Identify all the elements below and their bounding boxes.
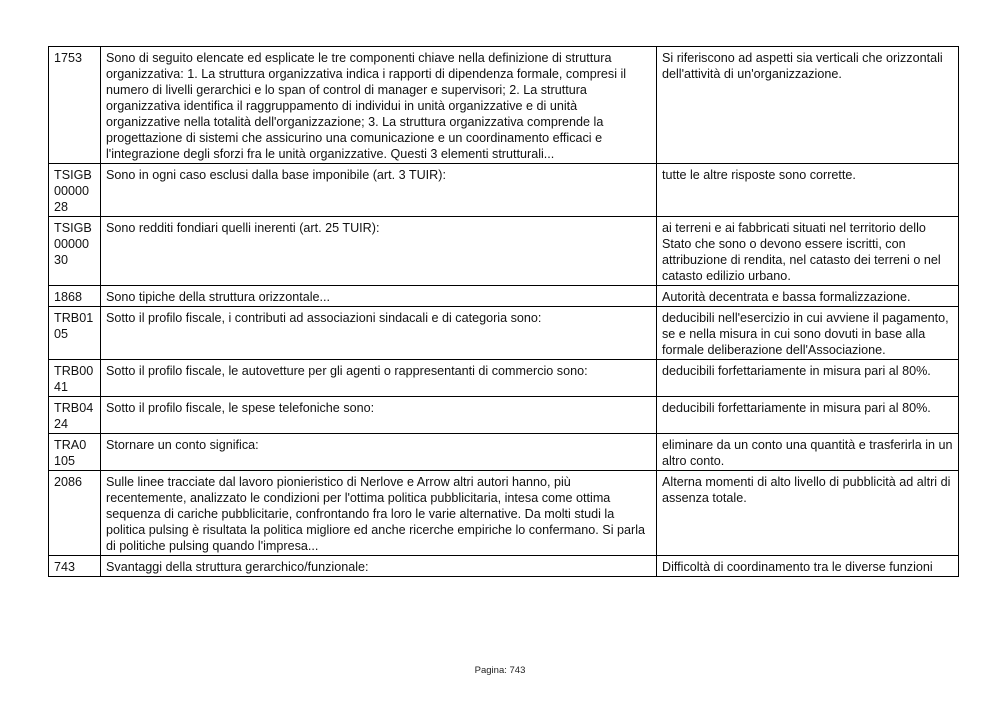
answer-text: deducibili forfettariamente in misura pari al 80%. <box>657 397 959 434</box>
question-id: TRB00 41 <box>49 360 101 397</box>
question-id: TSIGB 00000 30 <box>49 217 101 286</box>
table-row <box>49 471 959 556</box>
answer-text: tutte le altre risposte sono corrette. <box>657 164 959 217</box>
question-text: Sono tipiche della struttura orizzontale... <box>101 286 657 307</box>
table-row <box>49 397 959 434</box>
answer-text: deducibili nell'esercizio in cui avviene il pagamento, se e nella misura in cui sono dovuti in base alla formale deliberazione dell'Associazione. <box>657 307 959 360</box>
question-text: Stornare un conto significa: <box>101 434 657 471</box>
question-text: Sono di seguito elencate ed esplicate le tre componenti chiave nella definizione di struttura organizzativa: 1. La struttura organizzativa indica i rapporti di dipendenza formale, compresi il numero di livelli gerarchici e lo span of control di manager e supervisori; 2. La struttura organizzativa identifica il raggruppamento di individui in unità organizzative e di unità organizzative nella totalità dell'organizzazione; 3. La struttura organizzativa comprende la progettazione di sistemi che assicurino una comunicazione e un coordinamento efficaci e l'integrazione degli sforzi fra le unità organizzative. Questi 3 elementi strutturali... <box>101 47 657 164</box>
table-row <box>49 307 959 360</box>
question-text: Sono in ogni caso esclusi dalla base imponibile (art. 3 TUIR): <box>101 164 657 217</box>
table-row <box>49 286 959 307</box>
question-id: 1753 <box>49 47 101 164</box>
question-text: Sono redditi fondiari quelli inerenti (art. 25 TUIR): <box>101 217 657 286</box>
page-number: Pagina: 743 <box>474 665 526 676</box>
question-id: TRA0 105 <box>49 434 101 471</box>
answer-text: Autorità decentrata e bassa formalizzazione. <box>657 286 959 307</box>
table-row <box>49 434 959 471</box>
question-text: Sulle linee tracciate dal lavoro pionieristico di Nerlove e Arrow altri autori hanno, più recentemente, analizzato le condizioni per l'ottima politica pubblicitaria, intesa come ottima sequenza di cariche pubblicitarie, confrontando fra loro le varie alternative. Da molti studi la politica pulsing è risultata la politica migliore ed anche ricerche empiriche lo confermano. Si parla di politiche pulsing quando l'impresa... <box>101 471 657 556</box>
question-text: Sotto il profilo fiscale, i contributi ad associazioni sindacali e di categoria sono: <box>101 307 657 360</box>
question-text: Sotto il profilo fiscale, le spese telefoniche sono: <box>101 397 657 434</box>
question-id: TSIGB 00000 28 <box>49 164 101 217</box>
question-id: TRB04 24 <box>49 397 101 434</box>
table-row <box>49 217 959 286</box>
questions-table <box>48 46 959 577</box>
question-id: TRB01 05 <box>49 307 101 360</box>
table-row <box>49 556 959 577</box>
answer-text: Alterna momenti di alto livello di pubblicità ad altri di assenza totale. <box>657 471 959 556</box>
question-id: 1868 <box>49 286 101 307</box>
answer-text: Si riferiscono ad aspetti sia verticali che orizzontali dell'attività di un'organizzazione. <box>657 47 959 164</box>
question-text: Sotto il profilo fiscale, le autovetture per gli agenti o rappresentanti di commercio sono: <box>101 360 657 397</box>
table-row <box>49 47 959 164</box>
table-row <box>49 164 959 217</box>
answer-text: ai terreni e ai fabbricati situati nel territorio dello Stato che sono o devono essere iscritti, con attribuzione di rendita, nel catasto dei terreni o nel catasto edilizio urbano. <box>657 217 959 286</box>
question-id: 2086 <box>49 471 101 556</box>
answer-text: Difficoltà di coordinamento tra le diverse funzioni <box>657 556 959 577</box>
table-row <box>49 360 959 397</box>
answer-text: deducibili forfettariamente in misura pari al 80%. <box>657 360 959 397</box>
question-id: 743 <box>49 556 101 577</box>
question-text: Svantaggi della struttura gerarchico/funzionale: <box>101 556 657 577</box>
answer-text: eliminare da un conto una quantità e trasferirla in un altro conto. <box>657 434 959 471</box>
